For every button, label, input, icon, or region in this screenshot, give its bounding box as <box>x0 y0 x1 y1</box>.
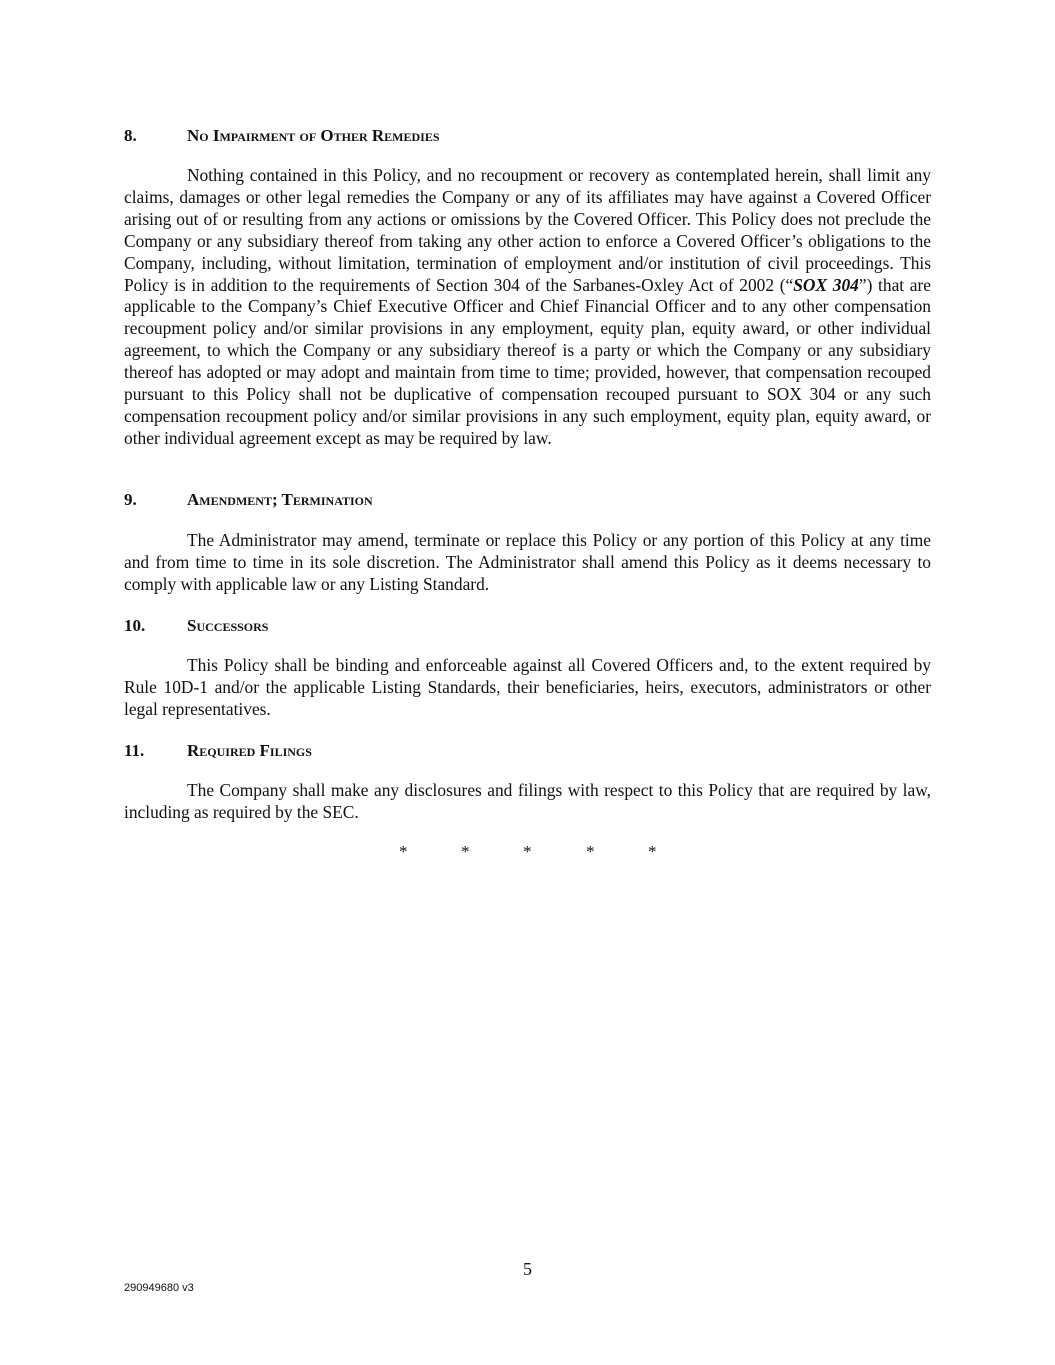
section-title: Amendment; Termination <box>187 490 373 509</box>
asterisk: * <box>399 842 408 861</box>
asterisk: * <box>461 842 470 861</box>
section-9-heading <box>124 489 931 511</box>
section-title: Successors <box>187 616 269 635</box>
section-number: 10. <box>124 616 146 635</box>
section-11-paragraph: The Company shall make any disclosures and filings with respect to this Policy that are required by law, including as required by the SEC. <box>124 780 931 822</box>
asterisk: * <box>523 842 532 861</box>
section-9-paragraph: The Administrator may amend, terminate or replace this Policy or any portion of this Policy at any time and from time to time in its sole discretion. The Administrator shall amend this Policy as it deems necessary to comply with applicable law or any Listing Standard. <box>124 530 931 594</box>
paragraph-text: ”) that are applicable to the Company’s Chief Executive Officer and Chief Financial Officer and to any other compensation recoupment policy and/or similar provisions in any employment, equity plan, equity award, or other individual agreement, to which the Company or any subsidiary thereof is a party or which the Company or any subsidiary thereof has adopted or may adopt and maintain from time to time; provided, however, that compensation recouped pursuant to this Policy shall not be duplicative of compensation recouped pursuant to SOX 304 or any such compensation recoupment policy and/or similar provisions in any such employment, equity plan, equity award, or other individual agreement except as may be required by law. <box>124 274 932 448</box>
defined-term: SOX 304 <box>793 274 859 295</box>
asterisk: * <box>586 842 595 861</box>
document-id: 290949680 v3 <box>124 1282 194 1294</box>
section-title: No Impairment of Other Remedies <box>187 126 440 145</box>
paragraph-text: Nothing contained in this Policy, and no recoupment or recovery as contemplated herein, shall limit any claims, damages or other legal remedies the Company or any of its affiliates may have against a Covered Officer arising out of or resulting from any actions or omissions by the Covered Officer. This Policy does not preclude the Company or any subsidiary thereof from taking any other action to enforce a Covered Officer’s obligations to the Company, including, without limitation, termination of employment and/or institution of civil proceedings. This Policy is in addition to the requirements of Section 304 of the Sarbanes-Oxley Act of 2002 (“ <box>124 165 931 295</box>
section-10-heading <box>124 615 931 637</box>
section-8-heading <box>124 125 931 147</box>
page-number: 5 <box>523 1259 532 1279</box>
section-number: 8. <box>124 126 137 145</box>
section-8-paragraph <box>124 165 931 450</box>
section-number: 9. <box>124 490 137 509</box>
asterisk: * <box>648 842 657 861</box>
section-11-heading <box>124 740 931 762</box>
section-title: Required Filings <box>187 741 312 760</box>
section-10-paragraph: This Policy shall be binding and enforceable against all Covered Officers and, to the extent required by Rule 10D-1 and/or the applicable Listing Standards, their beneficiaries, heirs, executors, administrators or other legal representatives. <box>124 655 931 719</box>
section-number: 11. <box>124 741 145 760</box>
